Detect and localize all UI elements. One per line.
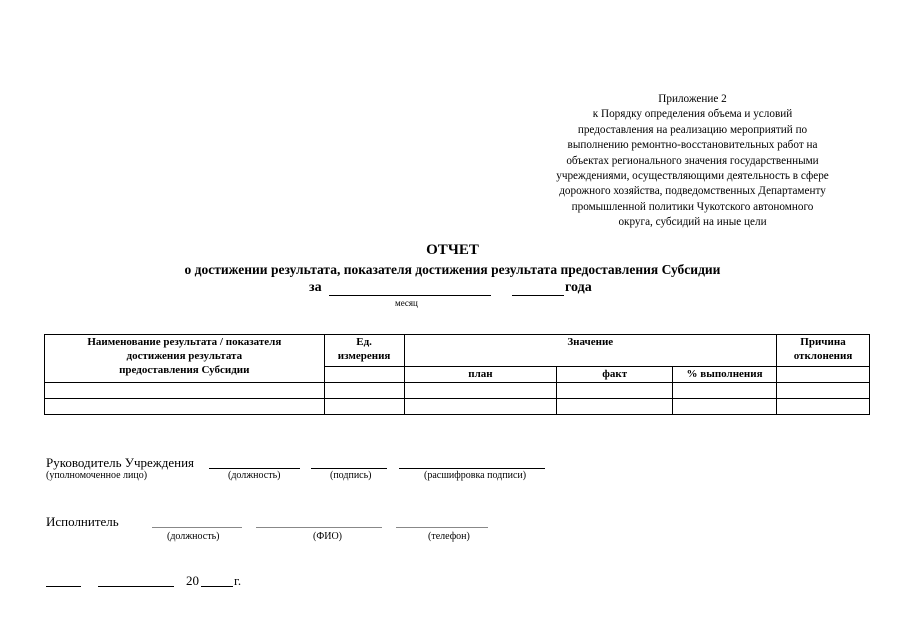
appendix-line: к Порядку определения объема и условий [592, 108, 793, 121]
appendix-line: объектах регионального значения государственными [566, 154, 819, 167]
appendix-block [520, 92, 865, 231]
date-month-field[interactable] [98, 586, 174, 587]
appendix-line: выполнению ремонтно-восстановительных работ на [567, 139, 818, 152]
executor-label: Исполнитель [46, 514, 119, 529]
table-cell[interactable] [557, 399, 673, 415]
executor-name-caption: (ФИО) [313, 531, 343, 542]
header-name-line: Наименование результата / показателя [87, 336, 282, 348]
appendix-line: предоставления на реализацию мероприятий по [577, 123, 808, 136]
header-reason-cell [777, 335, 870, 367]
appendix-line: промышленной политики Чукотского автономного [571, 200, 814, 213]
head-signature-caption: (подпись) [330, 470, 372, 481]
month-caption: месяц [395, 298, 418, 308]
header-unit-line: Ед. [356, 336, 372, 348]
report-subtitle: о достижении результата, показателя достижения результата предоставления Субсидии [184, 262, 721, 277]
appendix-line: округа, субсидий на иные цели [618, 216, 767, 229]
executor-phone-field[interactable] [396, 527, 488, 528]
header-reason-line: отклонения [793, 350, 853, 362]
header-value-cell: Значение [404, 335, 776, 367]
table-cell[interactable] [777, 383, 870, 399]
table-cell[interactable] [673, 399, 777, 415]
table-cell[interactable] [777, 399, 870, 415]
appendix-line: учреждениями, осуществляющими деятельность в сфере [556, 170, 829, 183]
executor-position-caption: (должность) [167, 531, 220, 542]
report-table [44, 334, 870, 415]
head-authorized-caption: (уполномоченное лицо) [46, 470, 148, 481]
head-position-field[interactable] [209, 468, 300, 469]
date-suffix: г. [234, 573, 242, 588]
table-row [45, 399, 870, 415]
subheader-unit-empty [324, 367, 404, 383]
executor-name-field[interactable] [256, 527, 382, 528]
period-for-label: за [309, 280, 322, 295]
head-position-caption: (должность) [228, 470, 281, 481]
header-name-line: достижения результата [126, 350, 243, 362]
date-year-prefix: 20 [186, 573, 199, 588]
header-reason-line: Причина [800, 336, 846, 348]
year-field[interactable] [512, 295, 564, 296]
table-cell[interactable] [45, 399, 325, 415]
header-name-cell [45, 335, 325, 383]
appendix-line: дорожного хозяйства, подведомственных Департаменту [559, 185, 826, 198]
table-cell[interactable] [673, 383, 777, 399]
appendix-title: Приложение 2 [658, 93, 727, 105]
subheader-fact: факт [557, 367, 673, 383]
report-title: ОТЧЕТ [426, 242, 479, 258]
month-field[interactable] [329, 295, 491, 296]
table-cell[interactable] [45, 383, 325, 399]
table-cell[interactable] [557, 383, 673, 399]
head-label: Руководитель Учреждения [46, 455, 195, 470]
head-decryption-caption: (расшифровка подписи) [424, 470, 527, 481]
table-header-row [45, 335, 870, 367]
table-cell[interactable] [404, 399, 557, 415]
header-unit-line: измерения [337, 350, 391, 362]
subheader-percent: % выполнения [673, 367, 777, 383]
header-unit-cell [324, 335, 404, 367]
date-year-field[interactable] [201, 586, 233, 587]
period-year-label: года [565, 280, 592, 295]
subheader-reason-empty [777, 367, 870, 383]
subheader-plan: план [404, 367, 557, 383]
table-row [45, 383, 870, 399]
table-cell[interactable] [404, 383, 557, 399]
table-cell[interactable] [324, 399, 404, 415]
executor-position-field[interactable] [152, 527, 242, 528]
executor-phone-caption: (телефон) [428, 531, 470, 542]
head-signature-field[interactable] [311, 468, 387, 469]
head-decryption-field[interactable] [399, 468, 545, 469]
date-day-field[interactable] [46, 586, 81, 587]
header-name-line: предоставления Субсидии [119, 364, 250, 376]
table-cell[interactable] [324, 383, 404, 399]
